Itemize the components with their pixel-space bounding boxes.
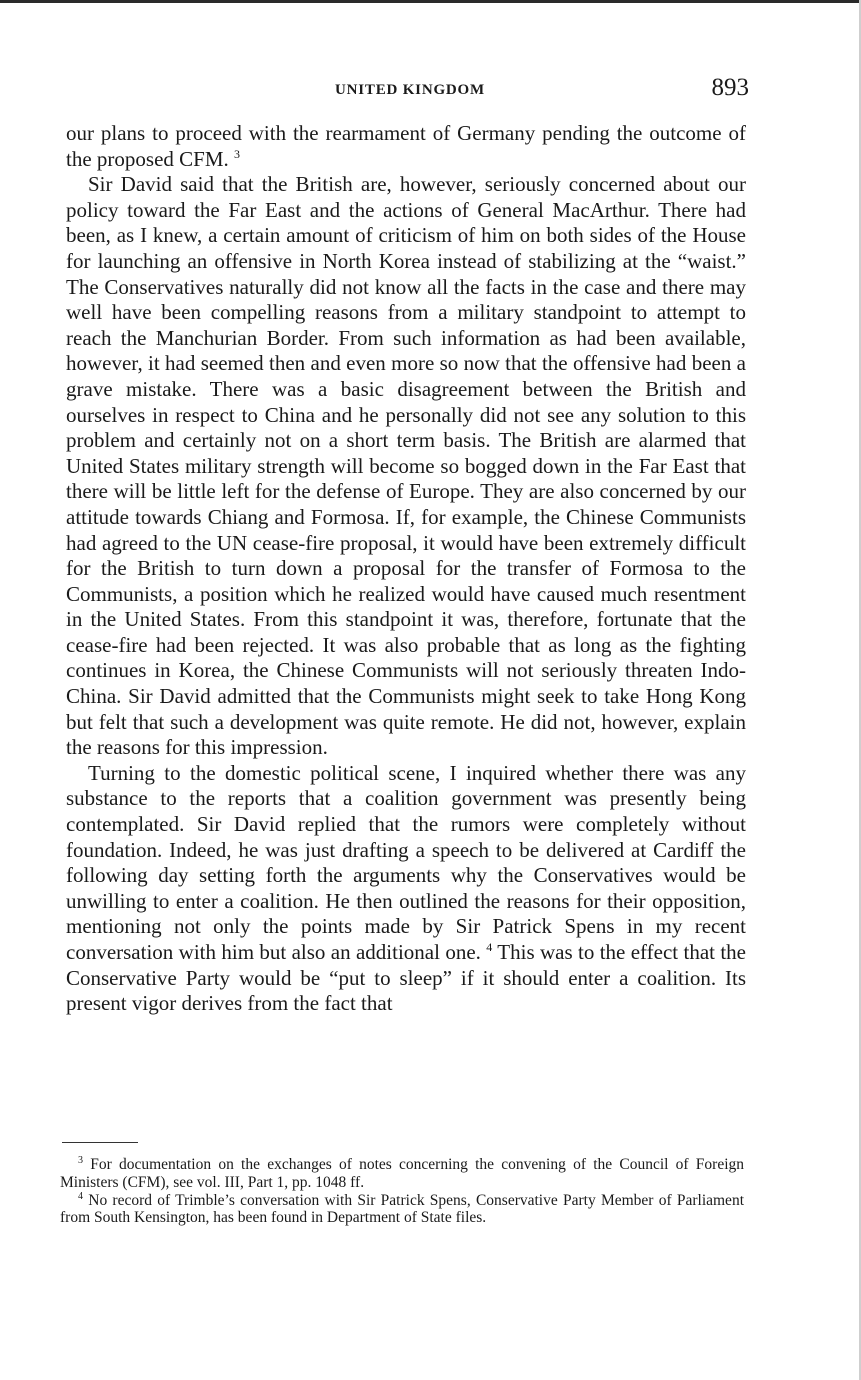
paragraph-1 xyxy=(66,121,746,172)
footnote-divider xyxy=(62,1142,138,1143)
footnote-ref-3: 3 xyxy=(234,146,240,161)
page-top-rule xyxy=(0,0,861,3)
footnote-text: No record of Trimble’s conversation with Sir Patrick Spens, Conservative Party Member of Parliament from South Kensington, has been found in Department of State files. xyxy=(60,1191,744,1227)
paragraph-3-text-before: Turning to the domestic political scene, I inquired whether there was any substance to the reports that a coalition government was presently being contemplated. Sir David replied that the rumors were completely without foundation. Indeed, he was just drafting a speech to be delivered at Cardiff the following day setting forth the arguments why the Conservatives would be unwilling to enter a coalition. He then outlined the reasons for their opposition, mentioning not only the points made by Sir Patrick Spens in my recent conversation with him but also an additional one. xyxy=(66,760,746,964)
footnote-marker: 3 xyxy=(78,1154,83,1166)
paragraph-3-text-after: This was to the effect that the Conservative Party would be “put to sleep” if it should enter a coalition. Its present vigor derives from the fact that xyxy=(66,940,747,1016)
paragraph-1-text: our plans to proceed with the rearmament of Germany pending the outcome of the proposed CFM. xyxy=(66,121,746,171)
running-header xyxy=(0,74,861,108)
paragraph-2: Sir David said that the British are, however, seriously concerned about our policy toward the Far East and the actions of General MacArthur. There had been, as I knew, a certain amount of criticism of him on both sides of the House for launching an offensive in North Korea instead of stabilizing at the “waist.” The Conservatives naturally did not know all the facts in the case and there may well have been compelling reasons from a military standpoint to attempt to reach the Manchurian Border. From such information as had been available, however, it had seemed then and even more so now that the offensive had been a grave mistake. There was a basic disagreement between the British and ourselves in respect to China and he personally did not see any solution to this problem and certainly not on a short term basis. The British are alarmed that United States military strength will become so bogged down in the Far East that there will be little left for the defense of Europe. They are also concerned by our attitude towards Chiang and Formosa. If, for example, the Chinese Communists had agreed to the UN cease-fire proposal, it would have been extremely difficult for the British to turn down a proposal for the transfer of Formosa to the Communists, a position which he realized would have caused much resentment in the United States. From this standpoint it was, therefore, fortunate that the cease-fire had been rejected. It was also probable that as long as the fighting continues in Korea, the Chinese Communists will not seriously threaten Indo-China. Sir David admitted that the Communists might seek to take Hong Kong but felt that such a development was quite remote. He did not, however, explain the reasons for this impression. xyxy=(66,172,746,760)
footnotes xyxy=(60,1156,744,1227)
footnote-text: For documentation on the exchanges of notes concerning the convening of the Council of Foreign Ministers (CFM), see vol. III, Part 1, pp. 1048 ff. xyxy=(60,1156,745,1191)
running-title: UNITED KINGDOM xyxy=(335,82,485,98)
page-number: 893 xyxy=(711,74,749,101)
footnote-4 xyxy=(60,1192,744,1228)
footnote-marker: 4 xyxy=(78,1190,83,1202)
footnote-3 xyxy=(60,1156,744,1192)
body-text xyxy=(66,121,746,1017)
footnote-ref-4: 4 xyxy=(486,940,493,954)
paragraph-3 xyxy=(66,761,746,1017)
